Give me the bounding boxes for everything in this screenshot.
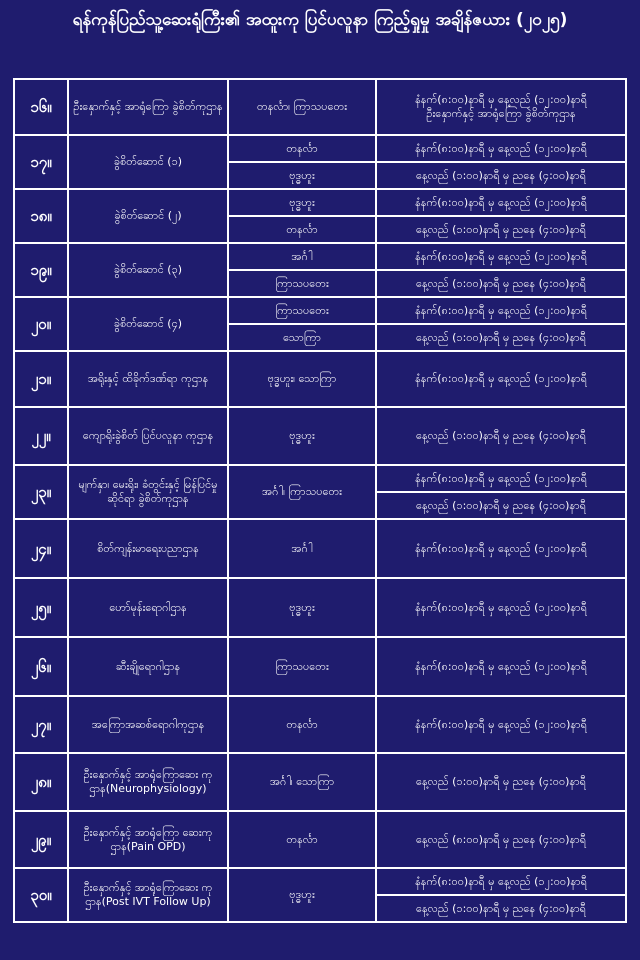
clinic-day: ဗုဒ္ဓဟူး၊ သောကြာ bbox=[228, 351, 376, 407]
clinic-day: တနင်္လာ bbox=[228, 811, 376, 868]
clinic-day: တနင်္လာ၊ ကြာသပတေး bbox=[228, 79, 376, 135]
table-row bbox=[14, 297, 626, 324]
row-number: ၂၉။ bbox=[14, 811, 68, 868]
table-row bbox=[14, 189, 626, 216]
clinic-day: တနင်္လာ bbox=[228, 696, 376, 753]
clinic-time: နေ့လည် (၁:၀၀)နာရီ မှ ညနေ (၄:၀၀)နာရီ bbox=[376, 162, 626, 189]
clinic-day: ဗုဒ္ဓဟူး bbox=[228, 868, 376, 922]
row-number: ၂၂။ bbox=[14, 407, 68, 465]
table-row bbox=[14, 578, 626, 637]
clinic-time: နေ့လည် (၈:၀၀)နာရီ မှ ညနေ (၄:၀၀)နာရီ bbox=[376, 811, 626, 868]
table-row bbox=[14, 351, 626, 407]
row-number: ၂၈။ bbox=[14, 753, 68, 811]
table-row bbox=[14, 637, 626, 696]
department-name: ဦးနှောက်နှင့် အာရုံကြောဆေး ကုဌာန(Post IVT Follow Up) bbox=[68, 868, 228, 922]
clinic-day: ဗုဒ္ဓဟူး bbox=[228, 189, 376, 216]
department-name: ဦးနှောက်နှင့် အာရုံကြောဆေး ကုဌာန(Neurophysiology) bbox=[68, 753, 228, 811]
clinic-day: အင်္ဂါ bbox=[228, 243, 376, 270]
clinic-time: နံနက်(၈:၀၀)နာရီ မှ နေ့လည် (၁၂:၀၀)နာရီ bbox=[376, 351, 626, 407]
department-name: ဆီးချိုရောဂါဌာန bbox=[68, 637, 228, 696]
table-row bbox=[14, 79, 626, 135]
table-row bbox=[14, 696, 626, 753]
clinic-day: တနင်္လာ bbox=[228, 216, 376, 243]
clinic-time bbox=[376, 79, 626, 135]
time-note: ဦးနှောက်နှင့် အာရုံကြော ခွဲစိတ်ကုဌာန bbox=[426, 107, 576, 120]
clinic-time: နေ့လည် (၁:၀၀)နာရီ မှ ညနေ (၄:၀၀)နာရီ bbox=[376, 407, 626, 465]
clinic-day: အင်္ဂါ၊ သောကြာ bbox=[228, 753, 376, 811]
row-number: ၂၆။ bbox=[14, 637, 68, 696]
row-number: ၁၉။ bbox=[14, 243, 68, 297]
table-row bbox=[14, 811, 626, 868]
clinic-day: အင်္ဂါ၊ ကြာသပတေး bbox=[228, 465, 376, 519]
time-text: နံနက်(၈:၀၀)နာရီ မှ နေ့လည် (၁၂:၀၀)နာရီ bbox=[415, 93, 587, 106]
table-row bbox=[14, 135, 626, 162]
department-name: ခွဲစိတ်ဆောင် (၁) bbox=[68, 135, 228, 189]
clinic-time: နေ့လည် (၁:၀၀)နာရီ မှ ညနေ (၄:၀၀)နာရီ bbox=[376, 324, 626, 351]
clinic-time: နေ့လည် (၁:၀၀)နာရီ မှ ညနေ (၄:၀၀)နာရီ bbox=[376, 753, 626, 811]
table-row bbox=[14, 465, 626, 492]
department-name: ခွဲစိတ်ဆောင် (၂) bbox=[68, 189, 228, 243]
clinic-time: နံနက်(၈:၀၀)နာရီ မှ နေ့လည် (၁၂:၀၀)နာရီ bbox=[376, 637, 626, 696]
clinic-day: သောကြာ bbox=[228, 324, 376, 351]
row-number: ၃၀။ bbox=[14, 868, 68, 922]
row-number: ၂၇။ bbox=[14, 696, 68, 753]
page-title: ရန်ကုန်ပြည်သူ့ဆေးရုံကြီး၏ အထူးကု ပြင်ပလူနာ ကြည့်ရှုမှု အချိန်ဇယား (၂၀၂၅) bbox=[72, 10, 568, 30]
department-name: ဦးနှောက်နှင့် အာရုံကြော ခွဲစိတ်ကုဌာန bbox=[68, 79, 228, 135]
clinic-time: နံနက်(၈:၀၀)နာရီ မှ နေ့လည် (၁၂:၀၀)နာရီ bbox=[376, 189, 626, 216]
department-name: စိတ်ကျန်းမာရေးပညာဌာန bbox=[68, 519, 228, 578]
clinic-time: နံနက်(၈:၀၀)နာရီ မှ နေ့လည် (၁၂:၀၀)နာရီ bbox=[376, 696, 626, 753]
row-number: ၁၇။ bbox=[14, 135, 68, 189]
department-name: ခွဲစိတ်ဆောင် (၄) bbox=[68, 297, 228, 351]
row-number: ၁၈။ bbox=[14, 189, 68, 243]
row-number: ၂၄။ bbox=[14, 519, 68, 578]
department-name: ခွဲစိတ်ဆောင် (၃) bbox=[68, 243, 228, 297]
clinic-day: တနင်္လာ bbox=[228, 135, 376, 162]
clinic-day: ကြာသပတေး bbox=[228, 297, 376, 324]
clinic-day: ဗုဒ္ဓဟူး bbox=[228, 407, 376, 465]
clinic-day: ဗုဒ္ဓဟူး bbox=[228, 162, 376, 189]
clinic-day: ဗုဒ္ဓဟူး bbox=[228, 578, 376, 637]
row-number: ၂၅။ bbox=[14, 578, 68, 637]
clinic-time: နံနက်(၈:၀၀)နာရီ မှ နေ့လည် (၁၂:၀၀)နာရီ bbox=[376, 243, 626, 270]
row-number: ၁၆။ bbox=[14, 79, 68, 135]
table-row bbox=[14, 753, 626, 811]
row-number: ၂၃။ bbox=[14, 465, 68, 519]
department-name: အကြောအဆစ်ရောဂါကုဌာန bbox=[68, 696, 228, 753]
clinic-time: နံနက်(၈:၀၀)နာရီ မှ နေ့လည် (၁၂:၀၀)နာရီ bbox=[376, 135, 626, 162]
department-name: ကျောရိုးခွဲစိတ် ပြင်ပလူနာ ကုဌာန bbox=[68, 407, 228, 465]
clinic-time: နံနက်(၈:၀၀)နာရီ မှ နေ့လည် (၁၂:၀၀)နာရီ bbox=[376, 465, 626, 492]
clinic-time: နေ့လည် (၁:၀၀)နာရီ မှ ညနေ (၄:၀၀)နာရီ bbox=[376, 216, 626, 243]
row-number: ၂၀။ bbox=[14, 297, 68, 351]
clinic-time: နေ့လည် (၁:၀၀)နာရီ မှ ညနေ (၄:၀၀)နာရီ bbox=[376, 895, 626, 922]
department-name: အရိုးနှင့် ထိခိုက်ဒဏ်ရာ ကုဌာန bbox=[68, 351, 228, 407]
table-row bbox=[14, 519, 626, 578]
clinic-day: အင်္ဂါ bbox=[228, 519, 376, 578]
row-number: ၂၁။ bbox=[14, 351, 68, 407]
clinic-time: နေ့လည် (၁:၀၀)နာရီ မှ ညနေ (၄:၀၀)နာရီ bbox=[376, 270, 626, 297]
clinic-day: ကြာသပတေး bbox=[228, 270, 376, 297]
department-name: ဟော်မုန်းရောဂါဌာန bbox=[68, 578, 228, 637]
table-row bbox=[14, 868, 626, 895]
department-name: မျက်နှာ၊ မေးရိုး၊ ခံတွင်းနှင့် မြန်ပြင်မှုဆိုင်ရာ ခွဲစိတ်ကုဌာန bbox=[68, 465, 228, 519]
clinic-day: ကြာသပတေး bbox=[228, 637, 376, 696]
clinic-time: နံနက်(၈:၀၀)နာရီ မှ နေ့လည် (၁၂:၀၀)နာရီ bbox=[376, 868, 626, 895]
clinic-time: နံနက်(၈:၀၀)နာရီ မှ နေ့လည် (၁၂:၀၀)နာရီ bbox=[376, 578, 626, 637]
schedule-table bbox=[13, 78, 627, 923]
table-row bbox=[14, 243, 626, 270]
department-name: ဦးနှောက်နှင့် အာရုံကြော ဆေးကုဌာန(Pain OPD) bbox=[68, 811, 228, 868]
clinic-time: နံနက်(၈:၀၀)နာရီ မှ နေ့လည် (၁၂:၀၀)နာရီ bbox=[376, 519, 626, 578]
table-row bbox=[14, 407, 626, 465]
clinic-time: နံနက်(၈:၀၀)နာရီ မှ နေ့လည် (၁၂:၀၀)နာရီ bbox=[376, 297, 626, 324]
clinic-time: နေ့လည် (၁:၀၀)နာရီ မှ ညနေ (၄:၀၀)နာရီ bbox=[376, 492, 626, 519]
